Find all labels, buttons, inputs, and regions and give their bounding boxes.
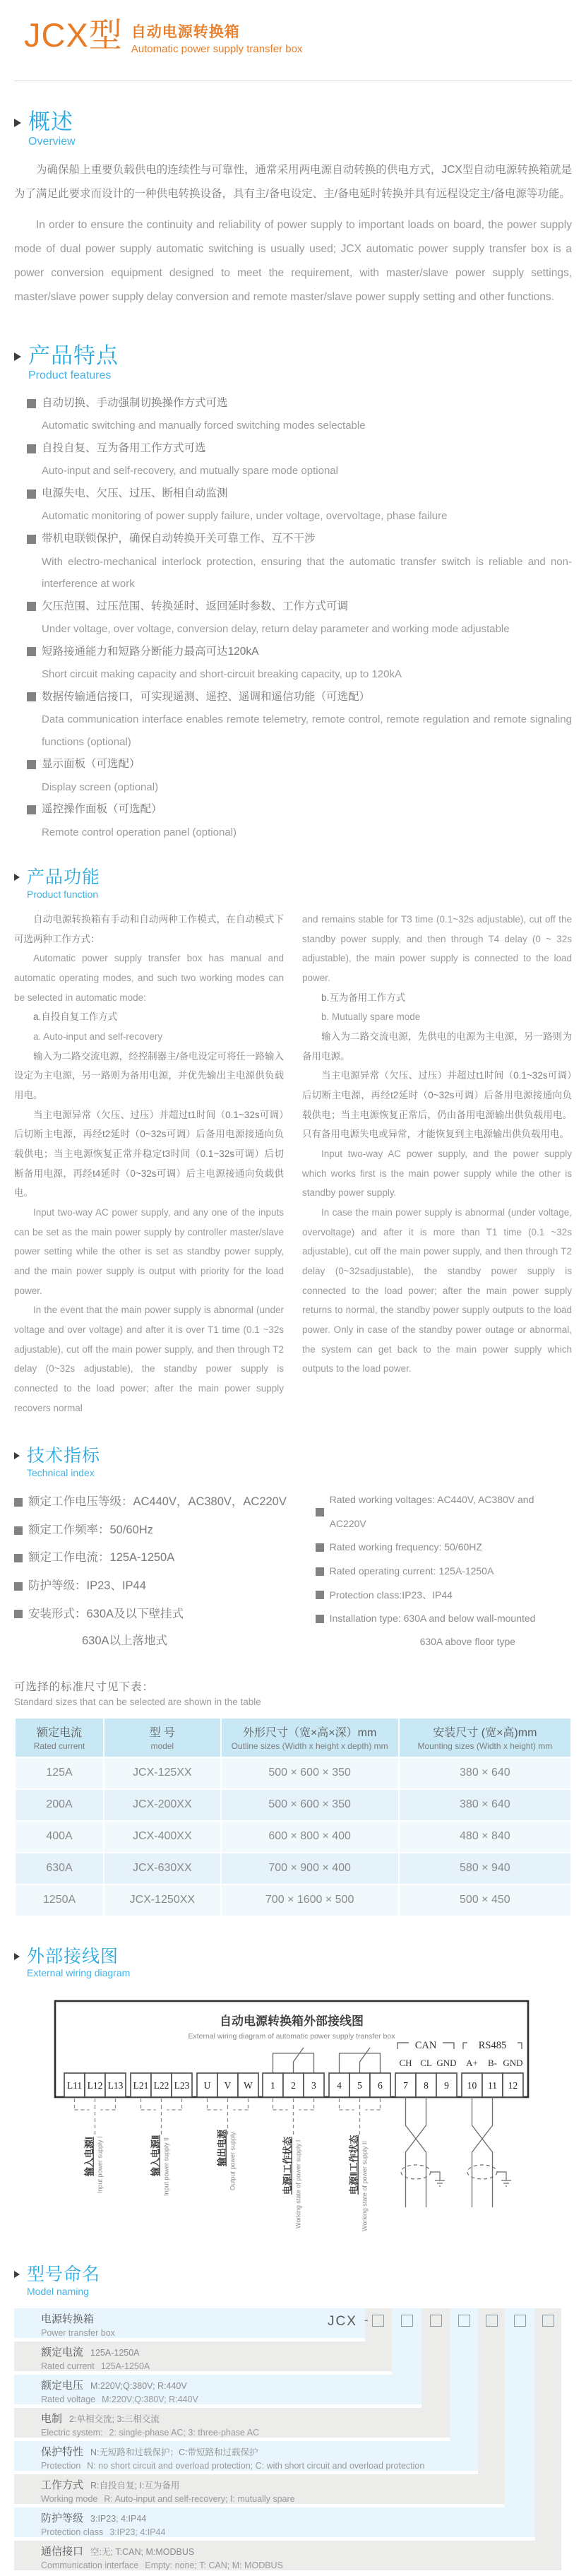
naming-row: 电源转换箱 Power transfer box	[14, 2308, 365, 2338]
column-header: 安装尺寸 (宽×高)mm Mounting sizes (Width x height) mm	[399, 1718, 571, 1757]
model-code-prefix: JCX	[328, 2314, 357, 2329]
function-column-left	[14, 910, 284, 1418]
section-arrow-icon	[14, 119, 21, 127]
bullet-square-icon	[27, 399, 36, 408]
bullet-square-icon	[316, 1615, 324, 1623]
svg-text:Input power supply I: Input power supply I	[96, 2136, 104, 2194]
svg-text:电源Ⅱ工作状态: 电源Ⅱ工作状态	[348, 2135, 359, 2195]
paragraph: In the event that the main power supply is abnormal (under voltage and over voltage) and after it is over T1 time (0.1 ~32s adjustable), cut off the main power supply, and then through T2 delay (0~32s adjustable), the standby power supply is connected to the load power; after the main power supply recovers normal	[14, 1305, 284, 1413]
product-model-title: JCX型	[24, 16, 123, 54]
svg-text:2: 2	[291, 2080, 296, 2091]
naming-row: 保护特性 N:无短路和过载保护；C:带短路和过载保护 Protection N: no short circuit and overload protection; C: with short circuit and overload protection	[14, 2441, 478, 2471]
bullet-square-icon	[27, 602, 36, 611]
feature-zh: 欠压范围、过压范围、转换延时、返回延时参数、工作方式可调	[42, 600, 349, 612]
technical-columns	[14, 1488, 572, 1654]
can-label: CAN	[414, 2040, 437, 2052]
function-column-right	[302, 910, 572, 1418]
model-code-box	[372, 2315, 384, 2327]
svg-text:L12: L12	[87, 2080, 103, 2091]
svg-text:输出电源: 输出电源	[216, 2130, 227, 2167]
model-code-box	[430, 2315, 442, 2327]
tech-item-en: Rated operating current: 125A-1250A	[329, 1565, 494, 1577]
pin-label: B-	[488, 2058, 497, 2069]
bullet-square-icon	[14, 1526, 23, 1535]
model-naming-diagram	[14, 2308, 561, 2570]
rs485-label: RS485	[478, 2040, 507, 2052]
diagram-title-en: External wiring diagram of automatic power supply transfer box	[188, 2032, 395, 2041]
feature-en: Automatic switching and manually forced switching modes selectable	[42, 420, 366, 432]
contact-symbol-icon	[273, 2048, 381, 2073]
paragraph: a.自投自复工作方式	[33, 1011, 118, 1023]
bullet-square-icon	[27, 692, 36, 701]
list-item	[14, 1544, 316, 1572]
table-header-row	[15, 1718, 571, 1757]
feature-en: Display screen (optional)	[42, 780, 159, 793]
technical-column-en	[316, 1488, 572, 1654]
naming-row: 额定电压 M:220V;Q:380V; R:440V Rated voltage M:220V;Q:380V; R:440V	[14, 2375, 421, 2404]
bullet-square-icon	[27, 535, 36, 544]
feature-zh: 电源失电、欠压、过压、断相自动监测	[42, 487, 228, 499]
list-item	[316, 1488, 572, 1536]
diagram-title-zh: 自动电源转换箱外部接线图	[220, 2014, 364, 2029]
tech-item-zh: 额定工作电压等级：AC440V，AC380V，AC220V	[28, 1495, 287, 1509]
svg-text:5: 5	[357, 2080, 362, 2091]
svg-text:输入电源Ⅱ: 输入电源Ⅱ	[150, 2135, 161, 2177]
features-list	[27, 392, 572, 843]
svg-text:Output power supply: Output power supply	[229, 2132, 237, 2191]
tech-item-en: Rated working voltages: AC440V, AC380V and AC220V	[329, 1494, 534, 1529]
svg-text:L21: L21	[133, 2080, 149, 2091]
paragraph: b.互为备用工作方式	[321, 992, 406, 1003]
feature-en: Remote control operation panel (optional)	[42, 826, 237, 838]
section-arrow-icon	[14, 2271, 20, 2278]
feature-zh: 显示面板（可选配）	[42, 758, 140, 771]
column-header: 额定电流 Rated current	[15, 1718, 104, 1757]
section-function-header	[14, 867, 572, 900]
bullet-square-icon	[316, 1543, 324, 1552]
svg-text:9: 9	[444, 2080, 449, 2091]
naming-row: 防护等级 3:IP23; 4:IP44 Protection class 3:IP23; 4:IP44	[14, 2507, 535, 2537]
list-item	[14, 1516, 316, 1545]
svg-text:12: 12	[508, 2080, 518, 2091]
tech-item-zh: 安装形式：630A及以下壁挂式	[28, 1607, 184, 1620]
section-title-en: Overview	[28, 135, 76, 148]
section-arrow-icon	[14, 874, 20, 881]
tech-item-zh: 额定工作频率：50/60Hz	[28, 1523, 153, 1536]
bullet-square-icon	[316, 1591, 324, 1599]
list-item	[27, 686, 572, 754]
svg-text:Input power supply II: Input power supply II	[162, 2137, 170, 2197]
list-item	[27, 641, 572, 686]
section-title-zh: 产品功能	[27, 867, 101, 888]
wiring-diagram	[54, 1991, 572, 2240]
svg-text:U: U	[203, 2080, 211, 2091]
paragraph: 输入为二路交流电源，经控制器主/备电设定可将任一路输入设定为主电源，另一路则为备用电源，并优先输出主电源供负载用电。	[14, 1050, 284, 1101]
standard-sizes-table	[14, 1717, 572, 1917]
tech-item-zh-more: 630A以上落地式	[82, 1634, 168, 1648]
model-code-box	[486, 2315, 498, 2327]
naming-strip	[505, 2308, 535, 2507]
svg-text:输入电源Ⅰ: 输入电源Ⅰ	[83, 2137, 95, 2177]
paragraph: Input two-way AC power supply, and the power supply which works first is the main power supply while the other is standby power supply.	[302, 1148, 572, 1199]
naming-row: 通信接口 空:无; T:CAN; M:MODBUS Communication interface Empty: none; T: CAN; M: MODBUS	[14, 2541, 561, 2570]
section-overview-header	[14, 109, 572, 148]
svg-text:11: 11	[488, 2080, 497, 2091]
paragraph: In case the main power supply is abnormal (under voltage, overvoltage) and after it is more than T1 time (0.1 ~32s adjustable), cut off the main power supply, and then through T2 delay (0~32sadjustable), the standby power supply is connected to the load power; after the main power supply returns to normal, the standby power supply outputs to the load power. Only in case of the standby power outage or abnormal, the system can get back to the main power supply which outputs to the load power.	[302, 1207, 572, 1375]
feature-zh: 自动切换、手动强制切换操作方式可选	[42, 396, 228, 409]
bullet-square-icon	[14, 1610, 23, 1618]
tech-item-en: Protection class:IP23、IP44	[329, 1589, 453, 1601]
feature-zh: 短路接通能力和短路分断能力最高可达120kA	[42, 645, 259, 658]
section-features-header	[14, 343, 572, 382]
svg-text:10: 10	[467, 2080, 477, 2091]
section-title-zh: 概述	[28, 109, 73, 134]
svg-text:W: W	[244, 2080, 253, 2091]
table-note-en: Standard sizes that can be selected are shown in the table	[14, 1696, 261, 1707]
bullet-square-icon	[27, 805, 36, 814]
cable-shield-icon	[401, 2165, 497, 2179]
bullet-square-icon	[316, 1567, 324, 1576]
pin-label: CH	[399, 2058, 412, 2069]
bullet-square-icon	[27, 444, 36, 453]
svg-text:Working state of power supply: Working state of power supply II	[361, 2141, 369, 2232]
column-header: 外形尺寸（宽×高×深）mm Outline sizes (Width x height x depth) mm	[221, 1718, 399, 1757]
table-row: 200A JCX-200XX 500 × 600 × 350 380 × 640	[15, 1789, 571, 1821]
svg-text:3: 3	[311, 2080, 316, 2091]
bullet-square-icon	[14, 1582, 23, 1591]
svg-text:L13: L13	[107, 2080, 124, 2091]
section-arrow-icon	[14, 352, 21, 361]
function-columns	[14, 910, 572, 1418]
section-naming-header	[14, 2265, 572, 2297]
svg-text:L11: L11	[66, 2080, 83, 2091]
list-item	[14, 1488, 316, 1516]
naming-row: 额定电流 125A-1250A Rated current 125A-1250A	[14, 2341, 392, 2371]
product-title-en: Automatic power supply transfer box	[131, 43, 303, 55]
page-header	[14, 0, 572, 55]
paragraph: b. Mutually spare mode	[321, 1011, 421, 1023]
bullet-square-icon	[27, 489, 36, 499]
list-item	[316, 1560, 572, 1584]
list-item	[27, 595, 572, 641]
section-arrow-icon	[14, 1452, 20, 1459]
section-title-zh: 外部接线图	[27, 1946, 119, 1966]
section-title-zh: 技术指标	[27, 1446, 101, 1466]
product-title-zh: 自动电源转换箱	[131, 24, 240, 40]
model-code-row	[14, 2308, 561, 2338]
product-title-block	[131, 18, 303, 55]
section-title-en: Model naming	[27, 2286, 89, 2297]
feature-en: Short circuit making capacity and short-circuit breaking capacity, up to 120kA	[42, 668, 402, 681]
tech-item-en-more: 630A above floor type	[419, 1635, 516, 1647]
tech-item-zh: 额定工作电流：125A-1250A	[28, 1551, 175, 1565]
section-arrow-icon	[14, 1953, 20, 1960]
bullet-square-icon	[316, 1508, 324, 1516]
pin-label: CL	[420, 2058, 432, 2069]
naming-row: 工作方式 R:自投自复; I:互为备用 Working mode R: Auto-input and self-recovery; I: mutually spare	[14, 2474, 505, 2504]
list-item	[316, 1584, 572, 1608]
svg-text:L22: L22	[153, 2080, 169, 2091]
paragraph: 当主电源异常（欠压、过压）并超过t1时间（0.1~32s可调）后切断主电源，再经t2延时（0~32s可调）后备用电源接通向负载供电；当主电源恢复正常后，仍由备用电源输出供负载用电。只有备用电源失电或异常，才能恢复到主电源输出供负载用电。	[302, 1070, 572, 1140]
list-item	[14, 1601, 316, 1629]
twisted-pair-icon	[406, 2097, 493, 2207]
section-technical-header	[14, 1446, 572, 1478]
table-row: 400A JCX-400XX 600 × 800 × 400 480 × 840	[15, 1821, 571, 1853]
svg-text:1: 1	[270, 2080, 275, 2091]
feature-en: With electro-mechanical interlock protection, ensuring that the automatic transfer switch is reliable and non-interference at work	[42, 555, 572, 590]
pin-label: GND	[503, 2058, 523, 2069]
model-code-box	[401, 2315, 413, 2327]
section-title-zh: 型号命名	[27, 2265, 101, 2285]
tech-item-zh: 防护等级：IP23、IP44	[28, 1579, 146, 1593]
list-item	[27, 437, 572, 482]
list-item	[316, 1607, 572, 1631]
bullet-square-icon	[14, 1498, 23, 1507]
paragraph: a. Auto-input and self-recovery	[33, 1031, 163, 1043]
paragraph: 自动电源转换箱有手动和自动两种工作模式，在自动模式下可选两种工作方式：	[14, 914, 284, 944]
feature-en: Auto-input and self-recovery, and mutually spare mode optional	[42, 465, 338, 477]
list-item	[27, 392, 572, 437]
feature-zh: 带机电联锁保护，确保自动转换开关可靠工作、互不干涉	[42, 532, 316, 545]
list-item	[316, 1536, 572, 1560]
feature-zh: 数据传输通信接口，可实现遥测、遥控、遥调和遥信功能（可选配）	[42, 690, 371, 703]
model-code-box	[514, 2315, 526, 2327]
svg-text:8: 8	[424, 2080, 429, 2091]
pin-label: A+	[466, 2058, 478, 2069]
paragraph: and remains stable for T3 time (0.1~32s adjustable), cut off the standby power supply, and then through T4 delay (0 ~ 32s adjustable), the main power supply is connected to the load power.	[302, 914, 572, 984]
paragraph: 输入为二路交流电源，先供电的电源为主电源，另一路则为备用电源。	[302, 1031, 572, 1062]
list-item	[14, 1572, 316, 1601]
paragraph: Input two-way AC power supply, and any one of the inputs can be set as the main power supply by controller master/slave power setting while the other is set as standby power supply, and the main power supply is output with priority for the load power.	[14, 1207, 284, 1296]
paragraph: Automatic power supply transfer box has manual and automatic operating modes, and such two working modes can be selected in automatic mode:	[14, 953, 284, 1003]
svg-text:6: 6	[378, 2080, 383, 2091]
section-title-en: Product features	[28, 369, 112, 381]
section-wiring-header	[14, 1947, 572, 1979]
feature-zh: 自投自复、互为备用工作方式可选	[42, 441, 206, 454]
svg-text:Working state of power supply: Working state of power supply I	[294, 2139, 302, 2229]
svg-text:V: V	[224, 2080, 232, 2091]
bullet-square-icon	[14, 1554, 23, 1562]
model-code-box	[542, 2315, 554, 2327]
paragraph: 当主电源异常（欠压、过压）并超过t1时间（0.1~32s可调）后切断主电源，再经t2延时（0~32s可调）后备用电源接通向负载供电；当主电源恢复正常并稳定t3时间（0.1~32s可调）后切断备用电源，再经t4延时（0~32s可调）后主电源接通向负载供电。	[14, 1109, 284, 1199]
table-row: 1250A JCX-1250XX 700 × 1600 × 500 500 × 450	[15, 1884, 571, 1916]
model-code-box	[458, 2315, 470, 2327]
tech-item-en: Rated working frequency: 50/60HZ	[329, 1541, 482, 1553]
svg-text:电源Ⅰ工作状态: 电源Ⅰ工作状态	[282, 2137, 293, 2195]
svg-text:4: 4	[337, 2080, 342, 2091]
overview-paragraph-zh: 为确保船上重要负载供电的连续性与可靠性，通常采用两电源自动转换的供电方式，JCX型自动电源转换箱就是为了满足此要求而设计的一种供电转换设备，具有主/备电设定、主/备电延时转换并具有远程设定主/备电源等功能。	[14, 163, 572, 200]
feature-en: Automatic monitoring of power supply failure, under voltage, overvoltage, phase failure	[42, 510, 448, 523]
group-labels	[84, 2129, 369, 2231]
svg-text:L23: L23	[174, 2080, 190, 2091]
feature-en: Data communication interface enables remote telemetry, remote control, remote regulation and remote signaling functions (optional)	[42, 713, 572, 748]
table-note-zh: 可选择的标准尺寸见下表：	[14, 1680, 155, 1693]
list-item	[27, 482, 572, 528]
model-code-separator: -	[364, 2313, 369, 2327]
list-item	[27, 753, 572, 798]
table-row: 125A JCX-125XX 500 × 600 × 350 380 × 640	[15, 1757, 571, 1789]
list-item	[27, 798, 572, 843]
wiring-diagram-svg	[54, 1991, 534, 2237]
naming-row: 电制 2:单相交流; 3:三相交流 Electric system: 2: single-phase AC; 3: three-phase AC	[14, 2408, 450, 2438]
svg-text:7: 7	[403, 2080, 408, 2091]
ground-icon	[431, 2172, 511, 2186]
feature-en: Under voltage, over voltage, conversion delay, return delay parameter and working mode adjustable	[42, 623, 510, 636]
pin-label: GND	[436, 2058, 457, 2069]
feature-zh: 遥控操作面板（可选配）	[42, 803, 162, 816]
bullet-square-icon	[27, 647, 36, 656]
table-row: 630A JCX-630XX 700 × 900 × 400 580 × 940	[15, 1853, 571, 1884]
overview-paragraph-en: In order to ensure the continuity and reliability of power supply to important loads on board, the power supply mode of dual power supply automatic switching is usually used; JCX automatic power supply transfer box is a power conversion equipment designed to meet the requirement, with master/slave power supply settings, master/slave power supply delay conversion and remote master/slave power supply setting and other functions.	[14, 218, 572, 304]
naming-strip	[535, 2308, 561, 2541]
tech-item-en: Installation type: 630A and below wall-mounted	[329, 1613, 536, 1625]
section-title-en: Product function	[27, 889, 99, 901]
column-header: 型 号 model	[104, 1718, 220, 1757]
list-item	[27, 528, 572, 595]
section-title-zh: 产品特点	[28, 343, 119, 369]
technical-column-zh	[14, 1488, 316, 1654]
section-title-en: External wiring diagram	[27, 1967, 131, 1979]
bullet-square-icon	[27, 760, 36, 769]
group-bracket-icon	[75, 2099, 381, 2137]
section-title-en: Technical index	[27, 1467, 95, 1479]
